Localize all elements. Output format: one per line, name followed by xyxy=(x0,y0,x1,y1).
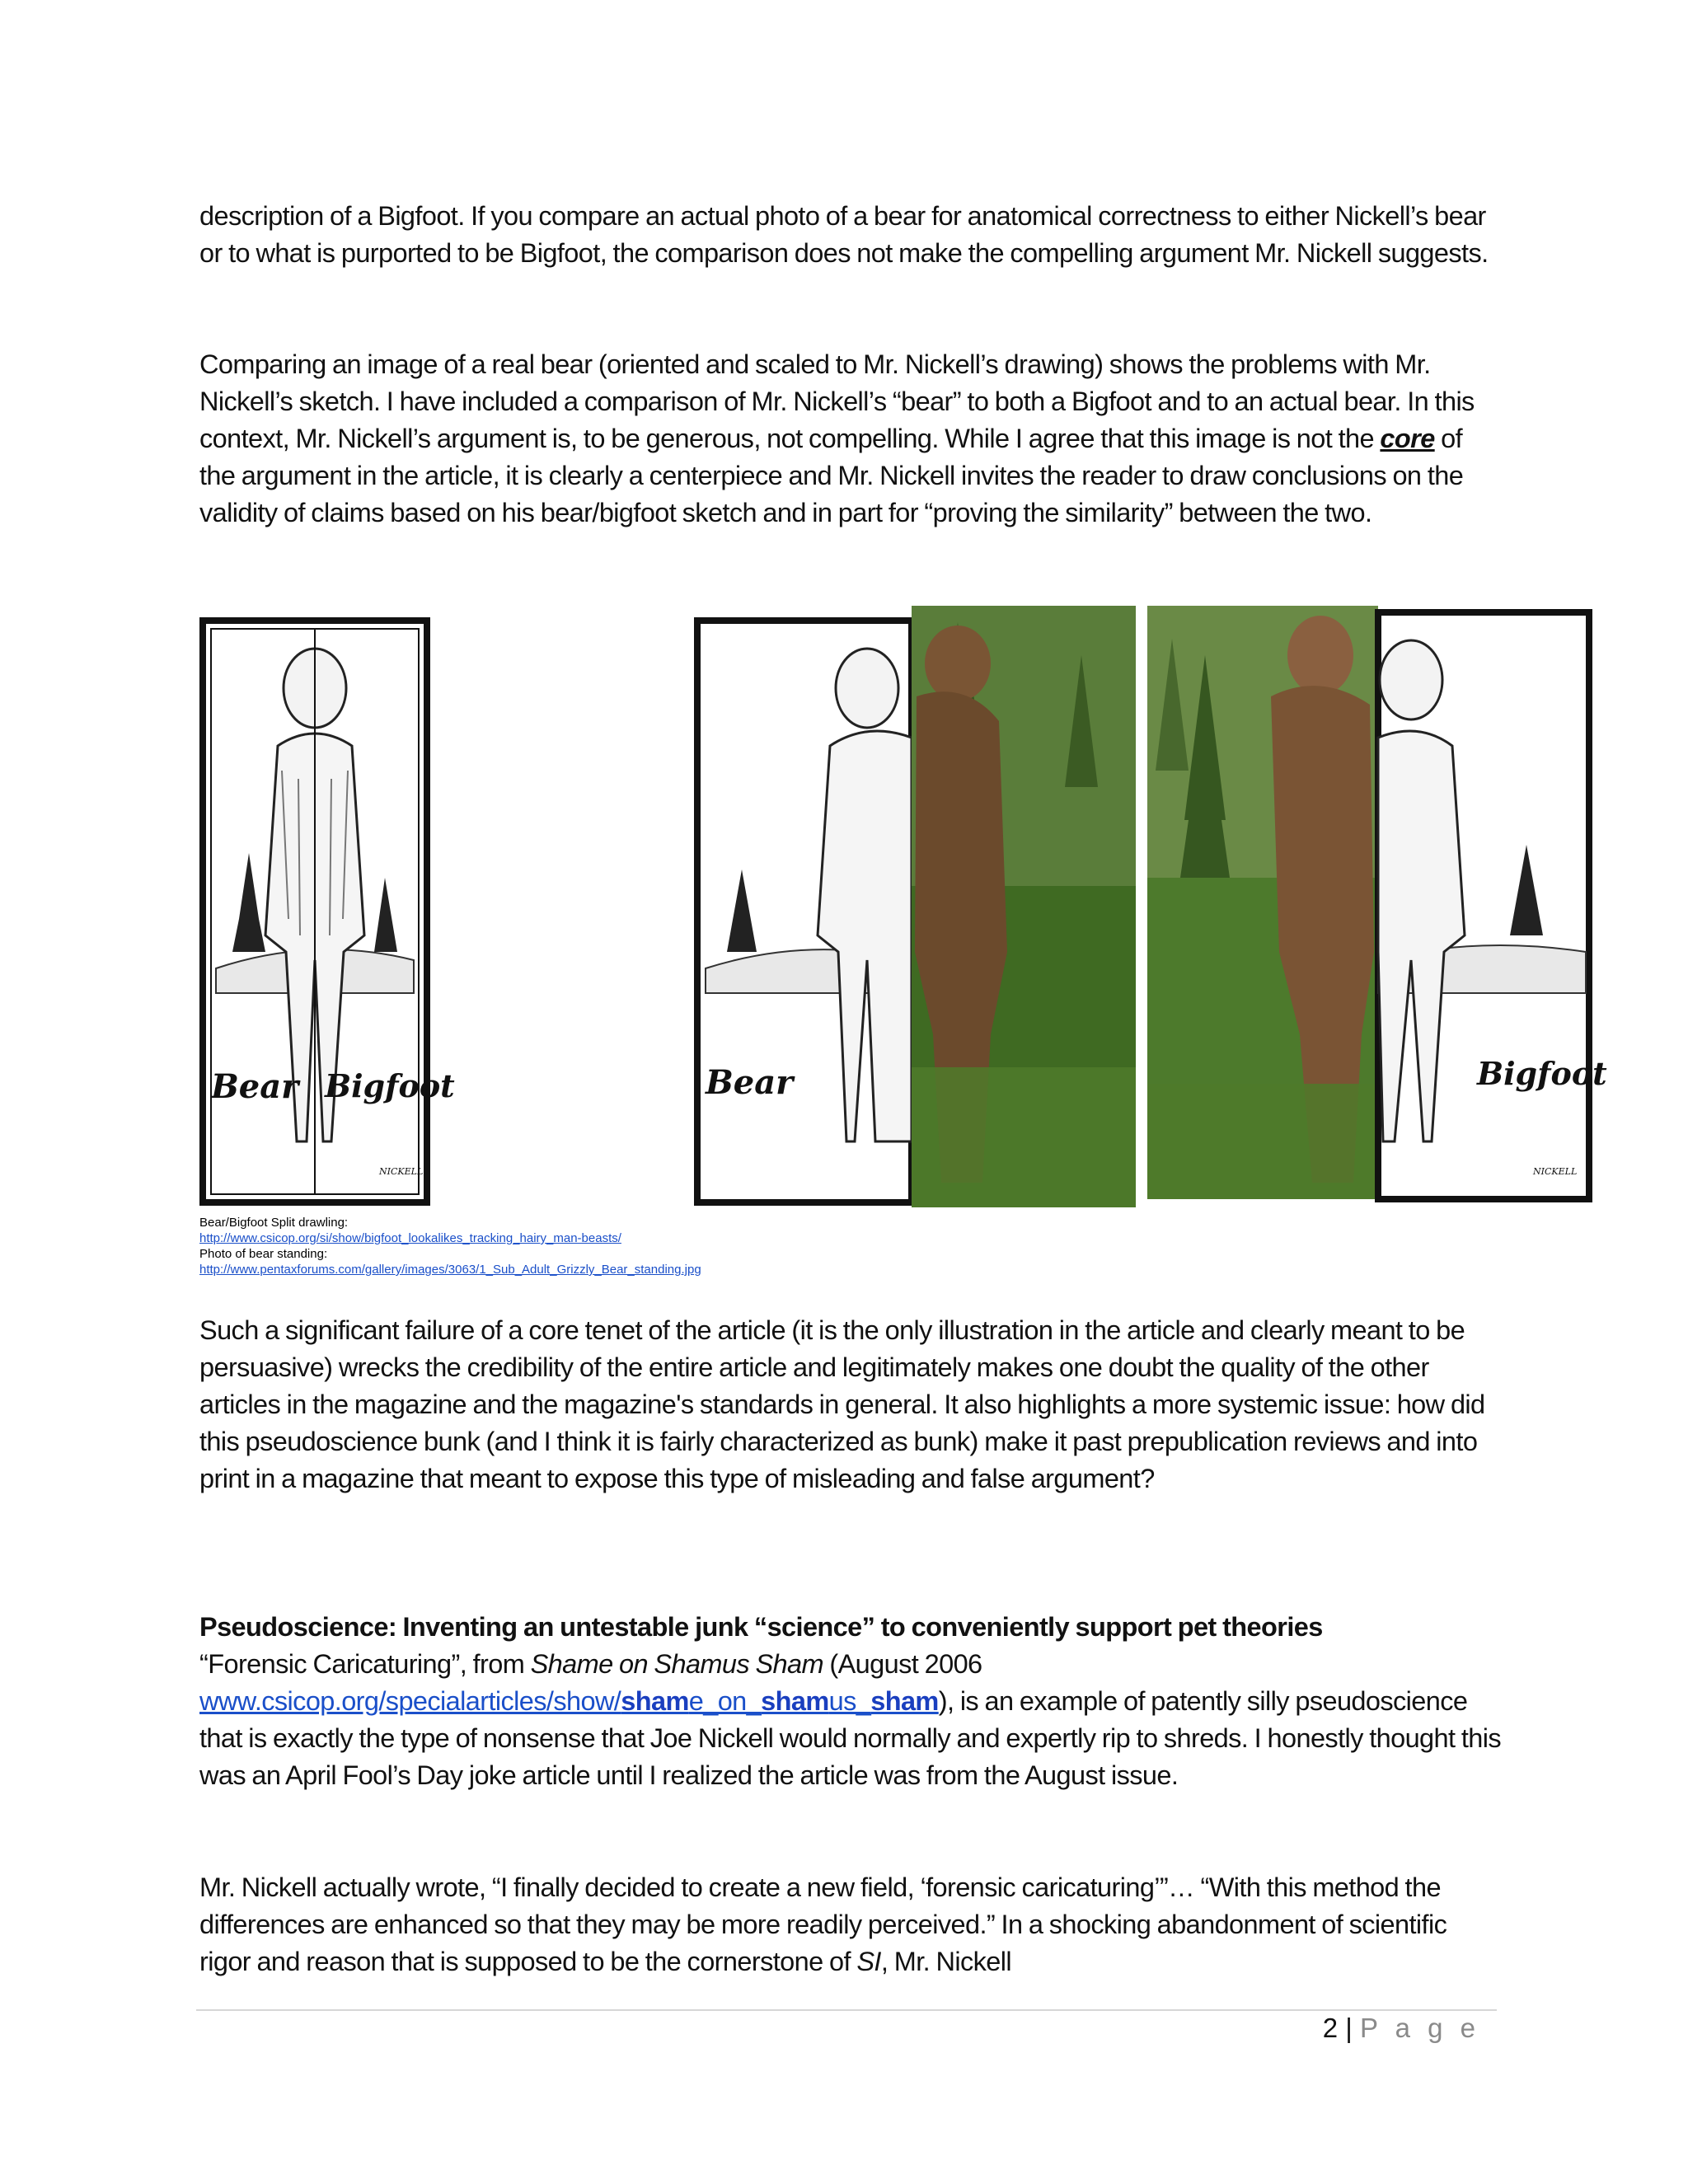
paragraph-4-part-a: “Forensic Caricaturing”, from xyxy=(199,1649,531,1679)
bear-bigfoot-comparison-figure xyxy=(199,606,1607,1207)
figure-captions xyxy=(199,1215,701,1277)
paragraph-5-part-a: Mr. Nickell actually wrote, “I finally decided to create a new field, ‘forensic caricaturing’”… “With this method the differences are enhanced so that they may be more readily perceived.” In a shocking abandonment of scientific rigor and reason that is supposed to be the cornerstone of xyxy=(199,1872,1447,1976)
link-part-3: e_on_ xyxy=(688,1686,762,1716)
si-abbreviation: SI xyxy=(856,1947,881,1976)
signature-2: NICKELL xyxy=(1533,1166,1578,1177)
signature-1: NICKELL xyxy=(379,1166,424,1177)
paragraph-4-part-c: ), is an example of patently silly pseudoscience that is exactly the type of nonsense that Joe Nickell would normally and expertly rip to shreds. I honestly thought this was an April Fool’s Day joke article until I realized the article was from the August issue. xyxy=(199,1686,1502,1790)
panel-photo-and-bigfoot-drawing xyxy=(1147,606,1592,1207)
label-bear-1: Bear xyxy=(211,1067,299,1106)
label-bear-2: Bear xyxy=(706,1063,794,1102)
footer-divider xyxy=(196,2009,1497,2011)
paragraph-1: description of a Bigfoot. If you compare an actual photo of a bear for anatomical correctness to either Nickell’s bear or to what is purported to be Bigfoot, the comparison does not make the compelling argument Mr. Nickell suggests. xyxy=(199,201,1489,268)
page-label: P a g e xyxy=(1360,2013,1480,2043)
caption-drawing-label: Bear/Bigfoot Split drawling: xyxy=(199,1216,349,1230)
caption-drawing-link[interactable]: http://www.csicop.org/si/show/bigfoot_lookalikes_tracking_hairy_man-beasts/ xyxy=(199,1231,621,1245)
link-part-2: sham xyxy=(621,1686,689,1716)
link-part-5: us_ xyxy=(828,1686,871,1716)
page-footer xyxy=(1323,2013,1480,2044)
label-bigfoot-2: Bigfoot xyxy=(1477,1055,1607,1092)
caption-photo-label: Photo of bear standing: xyxy=(199,1247,328,1261)
article-link[interactable] xyxy=(199,1686,939,1716)
panel-bear-bigfoot-drawing xyxy=(199,606,430,1207)
footer-separator: | xyxy=(1345,2013,1353,2043)
link-part-1: www.csicop.org/specialarticles/show/ xyxy=(199,1686,621,1716)
paragraph-2-part-a: Comparing an image of a real bear (oriented and scaled to Mr. Nickell’s drawing) shows the problems with Mr. Nickell’s sketch. I have included a comparison of Mr. Nickell’s “bear” to both a Bigfoot and to an actual bear. In this context, Mr. Nickell’s argument is, to be generous, not compelling. While I agree that this image is not the xyxy=(199,349,1475,453)
label-bigfoot-1: Bigfoot xyxy=(325,1067,455,1104)
bear-drawing-photo-image xyxy=(694,606,1139,1207)
paragraph-5-part-b: , Mr. Nickell xyxy=(880,1947,1011,1976)
paragraph-2-part-b: of the argument in the article, it is clearly a centerpiece and Mr. Nickell invites the reader to draw conclusions on the validity of claims based on his bear/bigfoot sketch and in part for “proving the similarity” between the two. xyxy=(199,424,1464,527)
paragraph-4 xyxy=(199,1609,1502,1794)
page-number: 2 xyxy=(1322,2013,1339,2043)
caption-photo-link[interactable]: http://www.pentaxforums.com/gallery/images/3063/1_Sub_Adult_Grizzly_Bear_standing.jpg xyxy=(199,1263,701,1277)
section-heading: Pseudoscience: Inventing an untestable junk “science” to conveniently support pet theories xyxy=(199,1612,1323,1642)
paragraph-4-part-b: (August 2006 xyxy=(823,1649,982,1679)
article-title: Shame on Shamus Sham xyxy=(530,1649,823,1679)
paragraph-3: Such a significant failure of a core tenet of the article (it is the only illustration in the article and clearly meant to be persuasive) wrecks the credibility of the entire article and legitimately makes one doubt the quality of the other articles in the magazine and the magazine's standards in general. It also highlights a more systemic issue: how did this pseudoscience bunk (and I think it is fairly characterized as bunk) make it past prepublication reviews and into print in a magazine that meant to expose this type of misleading and false argument? xyxy=(199,1315,1485,1493)
bear-photo-bigfoot-image xyxy=(1147,606,1592,1207)
link-part-6: sham xyxy=(870,1686,939,1716)
paragraph-2 xyxy=(199,346,1502,532)
link-part-4: sham xyxy=(761,1686,829,1716)
bear-bigfoot-drawing-image xyxy=(199,606,430,1207)
panel-bear-drawing-and-photo xyxy=(694,606,1139,1207)
emphasis-core: core xyxy=(1380,424,1435,453)
paragraph-5 xyxy=(199,1869,1502,1980)
